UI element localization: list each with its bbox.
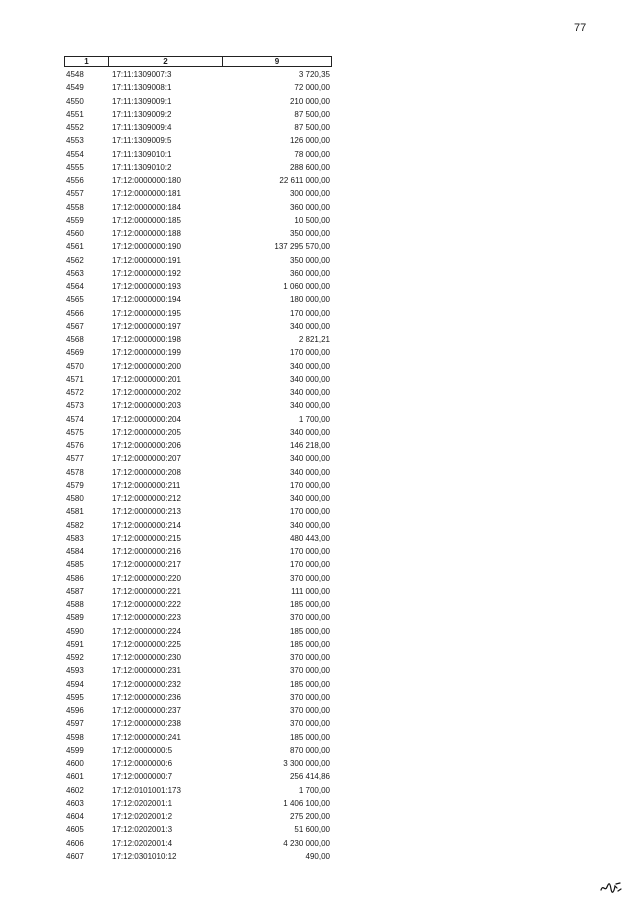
row-number: 4556	[66, 176, 84, 185]
row-number: 4557	[66, 189, 84, 199]
table-row	[64, 254, 334, 267]
amount-value: 51 600,00	[294, 825, 330, 835]
cadastral-number: 17:12:0000000:188	[112, 229, 181, 238]
amount-value: 78 000,00	[294, 149, 330, 159]
amount-value: 72 000,00	[294, 83, 330, 93]
cadastral-number: 17:12:0000000:214	[112, 520, 181, 530]
cadastral-number: 17:12:0000000:231	[112, 666, 181, 676]
table-row	[64, 784, 334, 797]
table-row	[64, 95, 334, 108]
amount-value: 275 200,00	[289, 812, 330, 821]
amount-value: 3 720,35	[298, 70, 330, 79]
cadastral-number: 17:11:1309009:2	[112, 109, 172, 119]
cadastral-number: 17:12:0000000:194	[112, 295, 181, 305]
table-row	[64, 426, 334, 439]
row-number: 4576	[66, 441, 84, 450]
table-row	[64, 770, 334, 783]
cadastral-number: 17:12:0000000:5	[112, 745, 173, 755]
row-number: 4560	[66, 229, 84, 238]
row-number: 4551	[66, 109, 84, 119]
row-number: 4587	[66, 586, 84, 596]
table-row	[64, 267, 334, 280]
table-row	[64, 757, 334, 770]
table-row	[64, 585, 334, 598]
table-row	[64, 691, 334, 704]
cadastral-number: 17:12:0202001:3	[112, 825, 173, 835]
row-number: 4553	[66, 136, 84, 146]
amount-value: 210 000,00	[289, 96, 330, 106]
row-number: 4579	[66, 480, 84, 490]
table-row	[64, 81, 334, 94]
row-number: 4602	[66, 785, 84, 795]
amount-value: 180 000,00	[289, 295, 330, 305]
amount-value: 370 000,00	[289, 719, 330, 729]
row-number: 4571	[66, 374, 84, 384]
table-row	[64, 307, 334, 320]
row-number: 4570	[66, 361, 84, 371]
table-row	[64, 134, 334, 147]
table-row	[64, 386, 334, 399]
table-row	[64, 121, 334, 134]
table-row	[64, 479, 334, 492]
row-number: 4596	[66, 706, 84, 715]
row-number: 4574	[66, 414, 84, 424]
table-row	[64, 320, 334, 333]
amount-value: 340 000,00	[289, 467, 330, 477]
amount-value: 170 000,00	[289, 507, 330, 517]
amount-value: 370 000,00	[289, 692, 330, 702]
amount-value: 126 000,00	[289, 136, 330, 146]
row-number: 4605	[66, 825, 84, 835]
cadastral-number: 17:12:0000000:205	[112, 427, 181, 437]
cadastral-number: 17:12:0000000:222	[112, 600, 181, 609]
table-row	[64, 452, 334, 465]
row-number: 4591	[66, 639, 84, 649]
amount-value: 370 000,00	[289, 613, 330, 623]
amount-value: 370 000,00	[289, 573, 330, 583]
row-number: 4580	[66, 494, 84, 503]
cadastral-number: 17:12:0000000:7	[112, 772, 173, 782]
row-number: 4585	[66, 560, 84, 570]
row-number: 4597	[66, 719, 84, 729]
amount-value: 1 700,00	[298, 414, 330, 424]
row-number: 4561	[66, 242, 84, 252]
table-row	[64, 638, 334, 651]
table-row	[64, 678, 334, 691]
amount-value: 87 500,00	[294, 123, 330, 132]
cadastral-number: 17:11:1309009:4	[112, 123, 172, 132]
header-col-1: 1	[64, 56, 108, 67]
cadastral-number: 17:12:0000000:220	[112, 573, 181, 583]
amount-value: 170 000,00	[289, 547, 330, 556]
cadastral-number: 17:12:0000000:221	[112, 586, 181, 596]
row-number: 4562	[66, 255, 84, 265]
page-number: 77	[574, 22, 587, 34]
table-row	[64, 439, 334, 452]
row-number: 4607	[66, 851, 84, 861]
cadastral-number: 17:12:0000000:215	[112, 533, 181, 543]
amount-value: 340 000,00	[289, 494, 330, 503]
cadastral-number: 17:12:0000000:6	[112, 759, 173, 768]
table-row	[64, 161, 334, 174]
amount-value: 185 000,00	[289, 626, 330, 636]
table-row	[64, 293, 334, 306]
table-row	[64, 240, 334, 253]
cadastral-number: 17:12:0101001:173	[112, 785, 181, 795]
amount-value: 170 000,00	[289, 348, 330, 358]
row-number: 4592	[66, 653, 84, 662]
table-row	[64, 717, 334, 730]
cadastral-number: 17:11:1309009:5	[112, 136, 172, 146]
table-row	[64, 399, 334, 412]
table-row	[64, 519, 334, 532]
signature-mark	[600, 880, 622, 894]
row-number: 4603	[66, 798, 84, 808]
row-number: 4601	[66, 772, 84, 782]
amount-value: 288 600,00	[289, 162, 330, 172]
row-number: 4595	[66, 692, 84, 702]
amount-value: 350 000,00	[289, 255, 330, 265]
cadastral-number: 17:12:0202001:4	[112, 838, 173, 848]
table-row	[64, 201, 334, 214]
table-row	[64, 108, 334, 121]
cadastral-number: 17:12:0000000:192	[112, 268, 181, 278]
table-row	[64, 333, 334, 346]
cadastral-number: 17:12:0000000:212	[112, 494, 181, 503]
amount-value: 300 000,00	[289, 189, 330, 199]
amount-value: 340 000,00	[289, 374, 330, 384]
table-row	[64, 174, 334, 187]
table-row	[64, 466, 334, 479]
table-row	[64, 532, 334, 545]
table-row	[64, 280, 334, 293]
table-header	[64, 56, 334, 67]
cadastral-number: 17:12:0000000:191	[112, 255, 181, 265]
cadastral-number: 17:11:1309008:1	[112, 83, 172, 93]
cadastral-number: 17:12:0000000:225	[112, 639, 181, 649]
row-number: 4589	[66, 613, 84, 623]
cadastral-number: 17:12:0000000:198	[112, 335, 181, 344]
cadastral-number: 17:12:0000000:211	[112, 480, 181, 490]
row-number: 4598	[66, 732, 84, 742]
cadastral-number: 17:12:0000000:216	[112, 547, 181, 556]
table-row	[64, 810, 334, 823]
header-col-9: 9	[222, 56, 332, 67]
cadastral-number: 17:12:0000000:236	[112, 692, 181, 702]
amount-value: 185 000,00	[289, 600, 330, 609]
table-row	[64, 227, 334, 240]
cadastral-number: 17:12:0000000:181	[112, 189, 181, 199]
amount-value: 10 500,00	[294, 215, 330, 225]
table-row	[64, 611, 334, 624]
cadastral-number: 17:12:0000000:223	[112, 613, 181, 623]
row-number: 4558	[66, 202, 84, 212]
row-number: 4581	[66, 507, 84, 517]
row-number: 4559	[66, 215, 84, 225]
amount-value: 360 000,00	[289, 268, 330, 278]
table-row	[64, 558, 334, 571]
table-row	[64, 704, 334, 717]
cadastral-number: 17:11:1309010:2	[112, 162, 172, 172]
row-number: 4593	[66, 666, 84, 676]
amount-value: 3 300 000,00	[283, 759, 330, 768]
row-number: 4565	[66, 295, 84, 305]
row-number: 4588	[66, 600, 84, 609]
table-row	[64, 823, 334, 836]
cadastral-number: 17:12:0000000:185	[112, 215, 181, 225]
amount-value: 185 000,00	[289, 639, 330, 649]
table-row	[64, 731, 334, 744]
data-table	[64, 56, 334, 863]
cadastral-number: 17:12:0000000:199	[112, 348, 181, 358]
amount-value: 350 000,00	[289, 229, 330, 238]
cadastral-number: 17:12:0000000:180	[112, 176, 181, 185]
table-row	[64, 744, 334, 757]
table-row	[64, 598, 334, 611]
cadastral-number: 17:12:0000000:206	[112, 441, 181, 450]
row-number: 4578	[66, 467, 84, 477]
cadastral-number: 17:12:0000000:200	[112, 361, 181, 371]
amount-value: 370 000,00	[289, 666, 330, 676]
amount-value: 340 000,00	[289, 401, 330, 411]
row-number: 4569	[66, 348, 84, 358]
table-row	[64, 664, 334, 677]
row-number: 4568	[66, 335, 84, 344]
row-number: 4582	[66, 520, 84, 530]
amount-value: 370 000,00	[289, 653, 330, 662]
cadastral-number: 17:12:0301010:12	[112, 851, 177, 861]
row-number: 4555	[66, 162, 84, 172]
amount-value: 1 406 100,00	[283, 798, 330, 808]
amount-value: 340 000,00	[289, 388, 330, 397]
amount-value: 170 000,00	[289, 560, 330, 570]
amount-value: 340 000,00	[289, 520, 330, 530]
amount-value: 1 060 000,00	[283, 282, 330, 291]
cadastral-number: 17:12:0000000:193	[112, 282, 181, 291]
table-row	[64, 148, 334, 161]
row-number: 4563	[66, 268, 84, 278]
amount-value: 256 414,86	[289, 772, 330, 782]
row-number: 4600	[66, 759, 84, 768]
table-row	[64, 360, 334, 373]
table-row	[64, 797, 334, 810]
amount-value: 1 700,00	[298, 785, 330, 795]
amount-value: 170 000,00	[289, 480, 330, 490]
row-number: 4575	[66, 427, 84, 437]
amount-value: 340 000,00	[289, 454, 330, 464]
row-number: 4606	[66, 838, 84, 848]
row-number: 4554	[66, 149, 84, 159]
cadastral-number: 17:12:0000000:232	[112, 679, 181, 689]
cadastral-number: 17:11:1309009:1	[112, 96, 172, 106]
amount-value: 185 000,00	[289, 679, 330, 689]
amount-value: 185 000,00	[289, 732, 330, 742]
row-number: 4573	[66, 401, 84, 411]
row-number: 4564	[66, 282, 84, 291]
row-number: 4549	[66, 83, 84, 93]
amount-value: 87 500,00	[294, 109, 330, 119]
cadastral-number: 17:12:0202001:1	[112, 798, 173, 808]
amount-value: 340 000,00	[289, 427, 330, 437]
cadastral-number: 17:12:0000000:197	[112, 321, 181, 331]
table-body	[64, 68, 334, 863]
row-number: 4566	[66, 308, 84, 318]
row-number: 4548	[66, 70, 84, 79]
cadastral-number: 17:12:0000000:224	[112, 626, 181, 636]
amount-value: 146 218,00	[289, 441, 330, 450]
amount-value: 340 000,00	[289, 321, 330, 331]
table-row	[64, 187, 334, 200]
table-row	[64, 346, 334, 359]
cadastral-number: 17:12:0000000:230	[112, 653, 181, 662]
amount-value: 480 443,00	[289, 533, 330, 543]
row-number: 4584	[66, 547, 84, 556]
amount-value: 2 821,21	[298, 335, 330, 344]
header-col-2: 2	[108, 56, 222, 67]
amount-value: 22 611 000,00	[279, 176, 330, 185]
table-row	[64, 572, 334, 585]
amount-value: 370 000,00	[289, 706, 330, 715]
row-number: 4550	[66, 96, 84, 106]
table-row	[64, 651, 334, 664]
row-number: 4590	[66, 626, 84, 636]
cadastral-number: 17:12:0000000:207	[112, 454, 181, 464]
cadastral-number: 17:12:0000000:184	[112, 202, 181, 212]
row-number: 4552	[66, 123, 84, 132]
row-number: 4572	[66, 388, 84, 397]
row-number: 4586	[66, 573, 84, 583]
cadastral-number: 17:12:0000000:204	[112, 414, 181, 424]
cadastral-number: 17:12:0000000:241	[112, 732, 181, 742]
amount-value: 137 295 570,00	[274, 242, 330, 252]
cadastral-number: 17:12:0000000:195	[112, 308, 181, 318]
table-row	[64, 68, 334, 81]
amount-value: 4 230 000,00	[283, 838, 330, 848]
row-number: 4583	[66, 533, 84, 543]
table-row	[64, 492, 334, 505]
table-row	[64, 413, 334, 426]
table-row	[64, 625, 334, 638]
amount-value: 360 000,00	[289, 202, 330, 212]
amount-value: 870 000,00	[289, 745, 330, 755]
amount-value: 340 000,00	[289, 361, 330, 371]
cadastral-number: 17:12:0000000:203	[112, 401, 181, 411]
row-number: 4577	[66, 454, 84, 464]
cadastral-number: 17:12:0000000:202	[112, 388, 181, 397]
amount-value: 170 000,00	[289, 308, 330, 318]
cadastral-number: 17:11:1309007:3	[112, 70, 172, 79]
cadastral-number: 17:12:0000000:208	[112, 467, 181, 477]
table-row	[64, 373, 334, 386]
cadastral-number: 17:12:0000000:217	[112, 560, 181, 570]
table-row	[64, 850, 334, 863]
table-row	[64, 505, 334, 518]
cadastral-number: 17:12:0000000:238	[112, 719, 181, 729]
amount-value: 490,00	[305, 851, 330, 861]
row-number: 4594	[66, 679, 84, 689]
table-row	[64, 214, 334, 227]
row-number: 4567	[66, 321, 84, 331]
cadastral-number: 17:12:0000000:213	[112, 507, 181, 517]
cadastral-number: 17:12:0000000:201	[112, 374, 181, 384]
cadastral-number: 17:12:0000000:190	[112, 242, 181, 252]
row-number: 4599	[66, 745, 84, 755]
row-number: 4604	[66, 812, 84, 821]
table-row	[64, 837, 334, 850]
amount-value: 111 000,00	[291, 586, 330, 596]
table-row	[64, 545, 334, 558]
cadastral-number: 17:12:0202001:2	[112, 812, 173, 821]
cadastral-number: 17:11:1309010:1	[112, 149, 172, 159]
cadastral-number: 17:12:0000000:237	[112, 706, 181, 715]
